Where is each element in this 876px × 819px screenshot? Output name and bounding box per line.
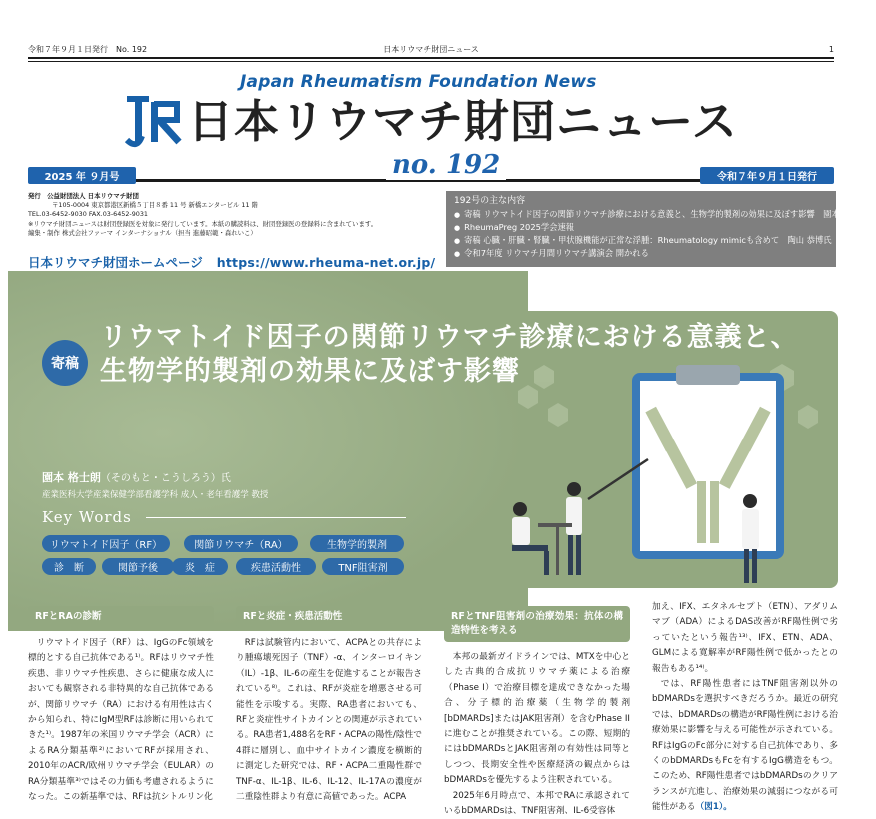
keyword-chip: 関節リウマチ（RA） bbox=[184, 535, 298, 552]
page-header-line bbox=[28, 42, 834, 56]
keyword-chip: TNF阻害剤 bbox=[322, 558, 404, 575]
keywords-rule bbox=[146, 517, 406, 518]
keyword-chip: 炎 症 bbox=[172, 558, 228, 575]
publisher-note: ※リウマチ財団ニュースは財団登録医を対象に発行しています。本紙の購読料は、財団登録医の登録料に含まれています。 bbox=[28, 219, 378, 228]
header-issue-info: 令和７年９月１日発行 No. 192 bbox=[28, 44, 148, 54]
contents-item[interactable]: ● 寄稿 リウマトイド因子の関節リウマチ診療における意義と、生物学的製剤の効果に及ぼす影響 園本 格士朗氏 bbox=[454, 208, 828, 221]
keyword-chip: リウマトイド因子（RF） bbox=[42, 535, 170, 552]
paragraph: 2025年6月時点で、本邦でRAに承認されているbDMARDsは、TNF阻害剤、IL-6受容体 bbox=[444, 790, 630, 817]
author-affiliation: 産業医科大学産業保健学部看護学科 成人・老年看護学 教授 bbox=[42, 490, 269, 500]
contents-item[interactable]: ● 寄稿 心臓・肝臓・腎臓・甲状腺機能が正常な浮腫：Rheumatology mimicも含めて 陶山 恭博氏 bbox=[454, 234, 828, 247]
antibody-clipboard-illustration-icon bbox=[498, 351, 838, 588]
keywords-title: Key Words bbox=[42, 508, 132, 526]
feature-title-line2: 生物学的製剤の効果に及ぼす影響 bbox=[100, 356, 520, 387]
masthead-subtitle: Japan Rheumatism Foundation News bbox=[240, 72, 597, 92]
masthead-title: 日本リウマチ財団ニュース bbox=[188, 95, 738, 148]
contribution-badge: 寄稿 bbox=[42, 340, 88, 386]
section-heading: RFと炎症・疾患活動性 bbox=[236, 606, 422, 628]
figure-reference[interactable]: （図1）。 bbox=[695, 802, 732, 813]
article-column-2 bbox=[236, 606, 422, 805]
article-column-4 bbox=[652, 600, 838, 816]
publication-date-badge: 令和７年９月１日発行 bbox=[700, 167, 834, 184]
paragraph: 加え、IFX、エタネルセプト（ETN）、アダリムマブ（ADA）によるDAS改善がRF陽性例で劣っていたという報告¹³⁾、IFX、ETN、ADA、GLMによる寛解率がRF陽性例で低かったとの報告もある¹⁴⁾。 bbox=[652, 602, 838, 674]
publisher-info bbox=[28, 192, 433, 238]
keyword-chip: 生物学的製剤 bbox=[310, 535, 404, 552]
feature-title-line1: リウマトイド因子の関節リウマチ診療における意義と、 bbox=[100, 322, 799, 353]
keyword-chip: 疾患活動性 bbox=[236, 558, 316, 575]
feature-banner bbox=[28, 311, 838, 588]
publisher-label: 発行 bbox=[28, 192, 41, 200]
foundation-logo-icon bbox=[127, 96, 181, 148]
article-column-3 bbox=[444, 606, 630, 819]
publisher-phone: TEL.03-6452-9030 FAX.03-6452-9031 bbox=[28, 210, 148, 219]
section-heading: RFとRAの診断 bbox=[28, 606, 214, 628]
author-name-text: 園本 格士朗 bbox=[42, 471, 101, 484]
publisher-editor: 編集・制作 株式会社ファーマ インターナショナル（担当 進藤昭範・森れいこ） bbox=[28, 228, 257, 237]
keyword-chip: 診 断 bbox=[42, 558, 96, 575]
issue-month-badge: 2025 年 ９月号 bbox=[28, 167, 136, 184]
section-heading: RFとTNF阻害剤の治療効果：抗体の構造特性を考える bbox=[444, 606, 630, 642]
publisher-name: 公益財団法人 日本リウマチ財団 bbox=[47, 192, 139, 200]
researcher-figure bbox=[566, 482, 582, 575]
homepage-label: 日本リウマチ財団ホームページ bbox=[28, 255, 203, 270]
paragraph: RFは試験管内において、ACPAとの共存により腫瘍壊死因子（TNF）-α、インターロイキン（IL）-1β、IL-6の産生を促進することが報告されている⁸⁾。これは、RFが炎症を増悪させる可能性を示唆する。実際、RA患者においても、RFと炎症性サイトカインとの関連が示されている。RA患者1,488名をRF・ACPAの陽性/陰性で4群に層別し、血中サイトカイン濃度を横断的に測定した研究では、RF・ACPA二重陽性群でTNF-α、IL-1β、IL-6、IL-12、IL-17Aの濃度が二重陰性群より有意に高値であった。ACPA bbox=[236, 638, 422, 803]
publisher-address: 〒105-0004 東京都港区新橋５丁目８番 11 号 新橋エンタービル 11 階 bbox=[52, 201, 258, 210]
header-page-number: 1 bbox=[828, 44, 834, 54]
homepage-url[interactable]: https://www.rheuma-net.or.jp/ bbox=[216, 255, 436, 270]
homepage-link[interactable] bbox=[28, 253, 435, 271]
paragraph: 本邦の最新ガイドラインでは、MTXを中心とした古典的合成抗リウマチ薬による治療（Phase I）で治療目標を達成できなかった場合、分子標的治療薬（生物学的製剤[bDMARDs]またはJAK阻害剤）を含むPhase IIに進むことが推奨されている。この際、短期的にはbDMARDsとJAK阻害剤の有効性は同等としつつ、長期安全性や医療経済の観点からはbDMARDsを優先するよう注釈されている。 bbox=[444, 652, 630, 786]
contents-item[interactable]: ● 令和7年度 リウマチ月間リウマチ講演会 開かれる bbox=[454, 247, 828, 260]
issue-number: no. 192 bbox=[386, 150, 506, 180]
header-double-rule bbox=[28, 57, 834, 62]
header-publication-name: 日本リウマチ財団ニュース bbox=[383, 44, 479, 54]
author-reading: （そのもと・こうしろう）氏 bbox=[100, 473, 231, 484]
contents-item[interactable]: ● RheumaPreg 2025学会速報 bbox=[454, 221, 828, 234]
table-of-contents bbox=[446, 191, 876, 267]
contents-heading: 192号の主な内容 bbox=[454, 196, 526, 206]
paragraph-text: では、RF陽性患者にはTNF阻害剤以外のbDMARDsを選択すべきだろうか。最近の研究では、bDMARDsの構造がRF陽性例における治療効果に影響を与える可能性が示されている。RFはIgGのFc部分に対する自己抗体であり、多くのbDMARDsもFcを有するIgG構造をもつ。このため、RF陽性患者ではbDMARDsのクリアランスが亢進し、治療効果の減弱につながる可能性がある bbox=[652, 679, 838, 813]
keyword-chip: 関節予後 bbox=[102, 558, 174, 575]
paragraph: リウマトイド因子（RF）は、IgGのFc領域を標的とする自己抗体である¹⁾。RFはリウマチ性疾患、非リウマチ性疾患、さらに健康な成人においても観察される非特異的な自己抗体であるが、関節リウマチ（RA）における有用性は古くから知られ、特にIgM型RFは診断に用いられてきた¹⁾。1987年の米国リウマチ学会（ACR）によるRA分類基準²⁾においてRFが採用され、2010年のACR/欧州リウマチ学会（EULAR）のRA分類基準³⁾ではその力価も考慮されるようになった。この新基準では、RFは抗シトルリン化 bbox=[28, 638, 214, 803]
paragraph bbox=[652, 677, 838, 816]
article-column-1 bbox=[28, 606, 214, 805]
author-name bbox=[42, 469, 231, 485]
